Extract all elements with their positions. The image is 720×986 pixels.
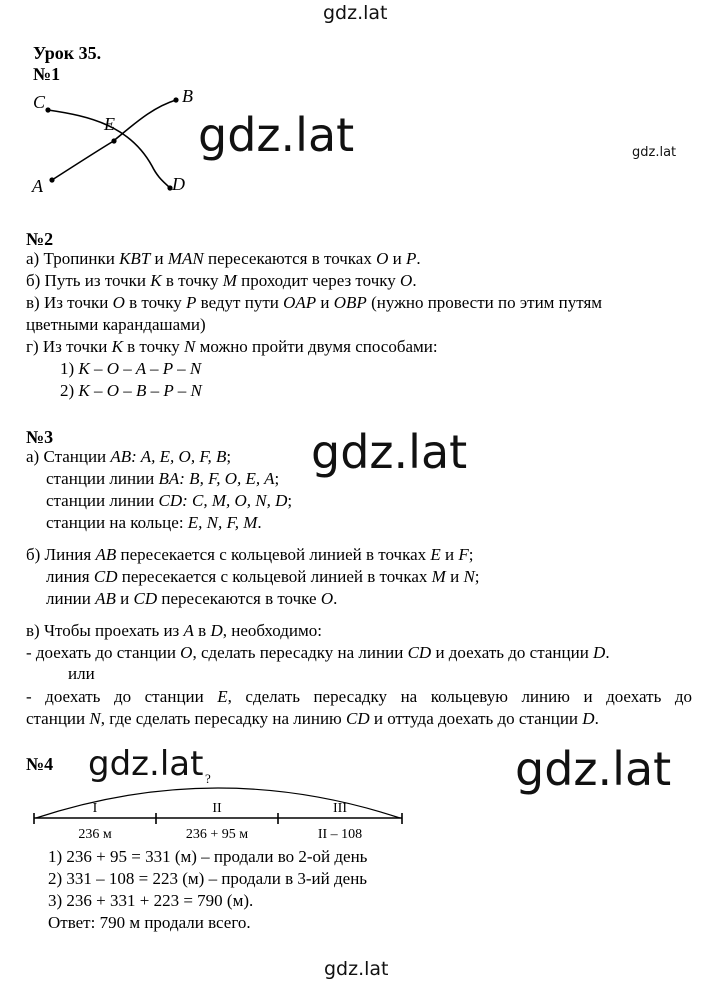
- segment-value-3: II – 108: [317, 827, 363, 842]
- task2-c-line2: цветными карандашами): [26, 315, 206, 334]
- segment-value-1: 236 м: [78, 827, 112, 842]
- task3-option2-line2: станции N, где сделать пересадку на линию CD и оттуда доехать до станции D.: [26, 709, 599, 728]
- task3-b1: б) Линия AB пересекается с кольцевой линией в точках E и F;: [26, 545, 474, 564]
- task3-option2-line1: - доехать до станции E, сделать пересадку на кольцевую линию и доехать до: [26, 687, 692, 706]
- task1-diagram: [30, 86, 210, 201]
- task2-d: г) Из точки K в точку N можно пройти двумя способами:: [26, 337, 438, 356]
- task2-b: б) Путь из точки K в точку M проходит через точку O.: [26, 271, 417, 290]
- label-c: C: [33, 92, 46, 112]
- task4-step1: 1) 236 + 95 = 331 (м) – продали во 2-ой день: [48, 847, 368, 866]
- point-e: [111, 138, 116, 143]
- task3-a4: станции на кольце: E, N, F, M.: [46, 513, 262, 532]
- task4-segment-diagram: [28, 770, 408, 842]
- watermark-large-1: gdz.lat: [198, 108, 355, 162]
- segment-label-1: I: [92, 801, 98, 816]
- watermark-small: gdz.lat: [632, 145, 677, 160]
- watermark-large-2: gdz.lat: [311, 425, 468, 479]
- label-d: D: [172, 174, 185, 194]
- question-mark: ?: [205, 771, 211, 786]
- watermark-large-3: gdz.lat: [515, 742, 672, 796]
- label-e: E: [104, 114, 115, 134]
- point-b: [173, 97, 178, 102]
- task3-a1: а) Станции AB: A, E, O, F, B;: [26, 447, 232, 466]
- task3-option1: - доехать до станции O, сделать пересадку на линии CD и доехать до станции D.: [26, 643, 610, 662]
- task3-number: №3: [26, 427, 54, 447]
- segment-value-2: 236 + 95 м: [185, 827, 249, 842]
- task2-number: №2: [26, 229, 54, 249]
- task3-b3: линии AB и CD пересекаются в точке O.: [46, 589, 338, 608]
- point-c: [45, 107, 50, 112]
- lesson-title: Урок 35.: [33, 43, 102, 63]
- task4-number: №4: [26, 754, 54, 774]
- task3-c: в) Чтобы проехать из A в D, необходимо:: [26, 621, 322, 640]
- watermark-top: gdz.lat: [323, 2, 388, 24]
- watermark-medium: gdz.lat: [88, 744, 204, 784]
- task3-b2: линия CD пересекается с кольцевой линией в точках M и N;: [46, 567, 480, 586]
- task3-or: или: [68, 664, 95, 683]
- task4-answer: Ответ: 790 м продали всего.: [48, 913, 251, 932]
- point-a: [49, 177, 54, 182]
- task2-a: а) Тропинки KBT и MAN пересекаются в точках O и P.: [26, 249, 421, 268]
- watermark-bottom: gdz.lat: [324, 958, 389, 980]
- segment-label-2: II: [212, 801, 222, 816]
- label-b: B: [182, 86, 193, 106]
- task3-a3: станции линии CD: C, M, O, N, D;: [46, 491, 293, 510]
- task4-step2: 2) 331 – 108 = 223 (м) – продали в 3-ий день: [48, 869, 368, 888]
- task3-a2: станции линии BA: B, F, O, E, A;: [46, 469, 280, 488]
- task2-way1: 1) K – O – A – P – N: [60, 359, 202, 378]
- task2-way2: 2) K – O – B – P – N: [60, 381, 202, 400]
- task1-number: №1: [33, 64, 61, 84]
- label-a: A: [32, 176, 43, 196]
- segment-label-3: III: [333, 801, 347, 816]
- task4-step3: 3) 236 + 331 + 223 = 790 (м).: [48, 891, 254, 910]
- task2-c-line1: в) Из точки O в точку P ведут пути OAP и OBP (нужно провести по этим путям: [26, 293, 603, 312]
